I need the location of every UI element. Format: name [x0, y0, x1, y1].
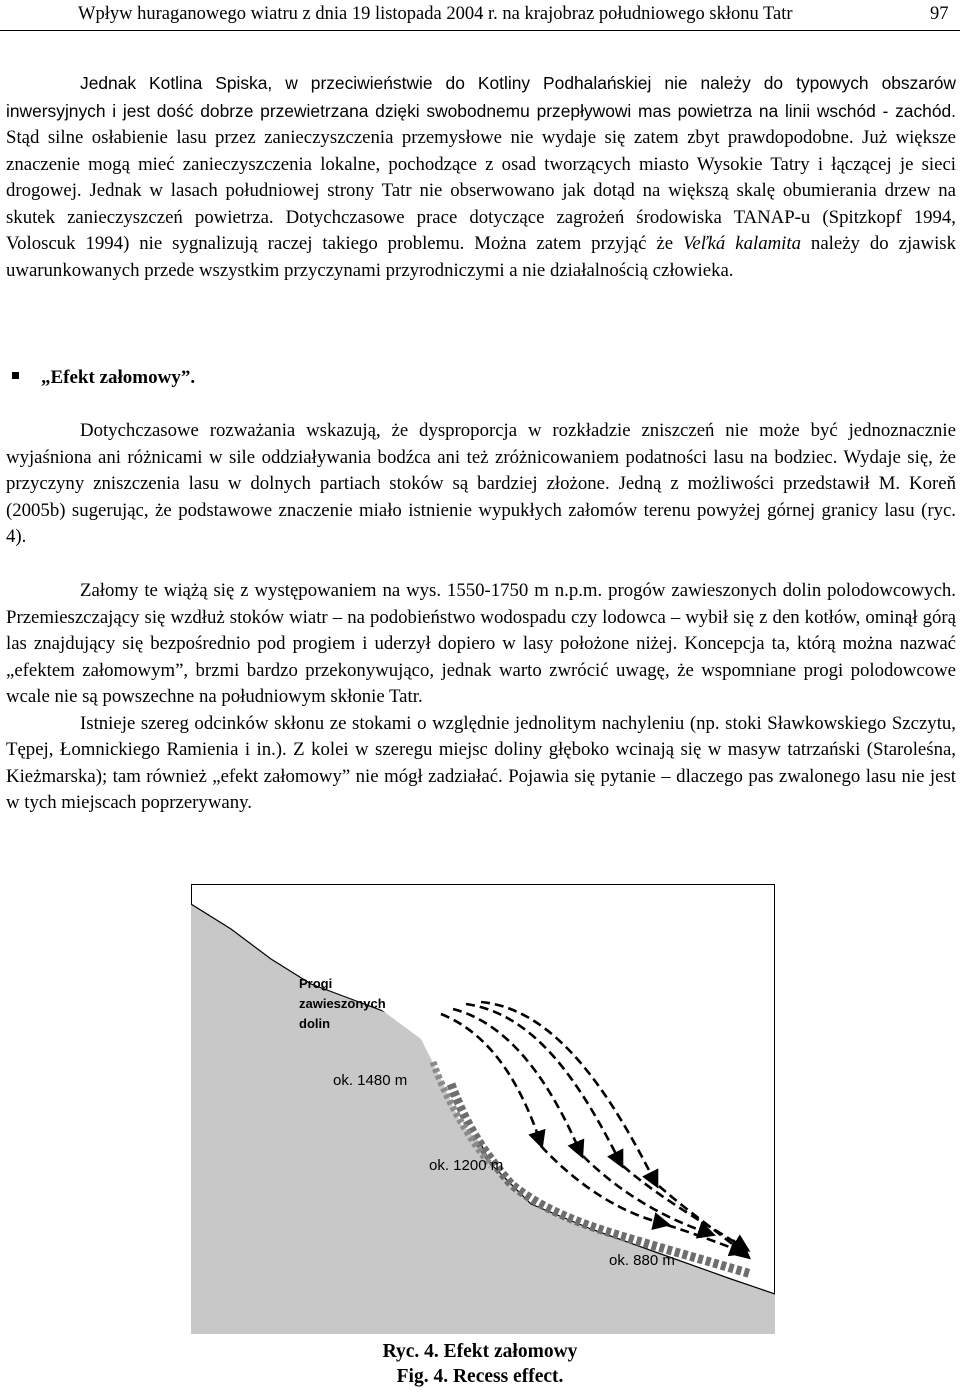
header-rule — [0, 30, 960, 31]
paragraph-3-text: Załomy te wiążą się z występowaniem na wys. 1550-1750 m n.p.m. progów zawieszonych dolin polodowcowych. Przemieszczający się wzdłuż stoków wiatr – na podobieństwo wodospadu czy lodowca – wybił się z den kotłów, ominął górą las znajdujący się bezpośrednio pod progiem i uderzył dopiero w lasy położone niżej. Koncepcja ta, którą można nazwać „efektem załomowym”, brzmi bardzo przekonywująco, jednak warto zwrócić uwagę, że wspomniane progi polodowcowe wcale nie są powszechne na południowym skłonie Tatr. — [6, 580, 956, 707]
running-title: Wpływ huraganowego wiatru z dnia 19 listopada 2004 r. na krajobraz południowego skłonu Tatr — [78, 4, 793, 24]
paragraph-2 — [6, 418, 956, 551]
bullet-square-icon — [12, 372, 19, 379]
caption-polish: Ryc. 4. Efekt załomowy — [382, 1341, 578, 1362]
label-1480: ok. 1480 m — [333, 1072, 408, 1089]
label-progi-2: zawieszonych — [299, 996, 386, 1011]
paragraph-2-text: Dotychczasowe rozważania wskazują, że dysproporcja w rozkładzie zniszczeń nie może być jednoznacznie wyjaśniona ani różnicami w sile oddziaływania bodźca ani też zróżnicowaniem podatności lasu na bodziec. Wydaje się, że przyczyny zniszczenia lasu w dolnych partiach stoków są bardziej złożone. Jedną z możliwości przedstawił M. Koreň (2005b) sugerując, że podstawowe znaczenie miało istnienie wypukłych załomów terenu powyżej górnej granicy lasu (ryc. 4). — [6, 420, 956, 547]
caption-english: Fig. 4. Recess effect. — [396, 1366, 564, 1387]
paragraph-1-serif: Stąd silne osłabienie lasu przez zanieczyszczenia przemysłowe nie wydaje się zatem zbyt prawdopodobne. Już większe znaczenie mogą mieć zanieczyszczenia lokalne, pochodzące z osad tworzących miasto Wysokie Tatry i łączącej je sieci drogowej. Jednak w lasach południowej strony Tatr nie obserwowano jak dotąd na większą skalę obumierania drzew na skutek zanieczyszczeń powietrza. Dotychczasowe prace dotyczące zagrożeń środowiska TANAP-u (Spitzkopf 1994, Voloscuk 1994) nie sygnalizują raczej takiego problemu. Można zatem przyjąć że — [6, 127, 956, 254]
label-progi-1: Progi — [299, 976, 333, 991]
paragraph-4-text: Istnieje szereg odcinków skłonu ze stokami o względnie jednolitym nachyleniu (np. stoki Sławkowskiego Szczytu, Tępej, Łomnickiego Ramienia i in.). Z kolei w szeregu miejsc doliny głęboko wcinają się w masyw tatrzański (Staroleśna, Kieżmarska); tam również „efekt załomowy” nie mógł zadziałać. Pojawia się pytanie – dlaczego pas zwalonego lasu nie jest w tych miejscach poprzerywany. — [6, 712, 956, 813]
label-880: ok. 880 m — [609, 1252, 675, 1269]
paragraphs-3-4 — [6, 578, 956, 817]
label-1200: ok. 1200 m — [429, 1157, 504, 1174]
section-heading — [12, 367, 195, 389]
paragraph-1 — [6, 70, 956, 284]
section-heading-text: „Efekt załomowy”. — [41, 367, 196, 388]
figure-recess-effect — [191, 884, 775, 1334]
paragraph-1-sans: Jednak Kotlina Spiska, w przeciwieństwie do Kotliny Podhalańskiej nie należy do typowych obszarów inwersyjnych i jest dość dobrze przewietrzana dzięki swobodnemu przepływowi mas powietrza na linii wschód - zachód. — [6, 73, 956, 121]
paragraph-1-italic: Veľká kalamita — [683, 233, 801, 254]
figure-diagram — [191, 884, 775, 1334]
page-number: 97 — [930, 4, 949, 24]
paragraph-1-end: należy do zjawisk uwarunkowanych przede wszystkim przyczynami przyrodniczymi a nie działalnością człowieka. — [6, 233, 956, 281]
label-progi-3: dolin — [299, 1016, 331, 1031]
page-header — [0, 0, 960, 34]
